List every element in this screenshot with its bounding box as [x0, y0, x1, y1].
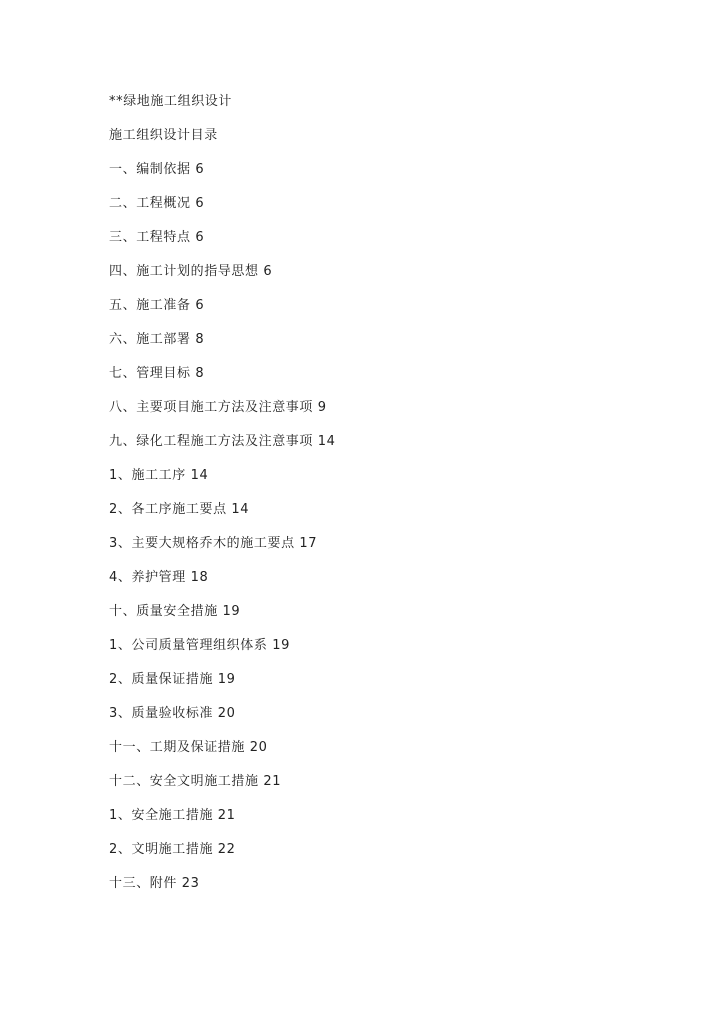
toc-subentry: 1、安全施工措施 21	[109, 808, 236, 823]
toc-subentry: 2、文明施工措施 22	[109, 842, 236, 857]
document-content	[109, 92, 669, 908]
toc-entry: 六、施工部署 8	[109, 332, 205, 347]
toc-entry: 五、施工准备 6	[109, 298, 205, 313]
toc-entry: 十、质量安全措施 19	[109, 604, 241, 619]
toc-subentry: 1、施工工序 14	[109, 468, 209, 483]
toc-entry: 十二、安全文明施工措施 21	[109, 774, 282, 789]
toc-entry: 三、工程特点 6	[109, 230, 205, 245]
toc-subentry: 2、质量保证措施 19	[109, 672, 236, 687]
toc-subentry: 3、质量验收标准 20	[109, 706, 236, 721]
toc-entry: 七、管理目标 8	[109, 366, 205, 381]
toc-entry: 九、绿化工程施工方法及注意事项 14	[109, 434, 336, 449]
document-title: **绿地施工组织设计	[109, 94, 233, 109]
toc-entry: 十三、附件 23	[109, 876, 200, 891]
toc-subentry: 4、养护管理 18	[109, 570, 209, 585]
toc-subentry: 3、主要大规格乔木的施工要点 17	[109, 536, 318, 551]
toc-entry: 八、主要项目施工方法及注意事项 9	[109, 400, 327, 415]
toc-entry: 四、施工计划的指导思想 6	[109, 264, 273, 279]
toc-entry: 一、编制依据 6	[109, 162, 205, 177]
toc-heading: 施工组织设计目录	[109, 128, 218, 143]
toc-entry: 十一、工期及保证措施 20	[109, 740, 268, 755]
toc-entry: 二、工程概况 6	[109, 196, 205, 211]
toc-subentry: 1、公司质量管理组织体系 19	[109, 638, 290, 653]
toc-subentry: 2、各工序施工要点 14	[109, 502, 250, 517]
